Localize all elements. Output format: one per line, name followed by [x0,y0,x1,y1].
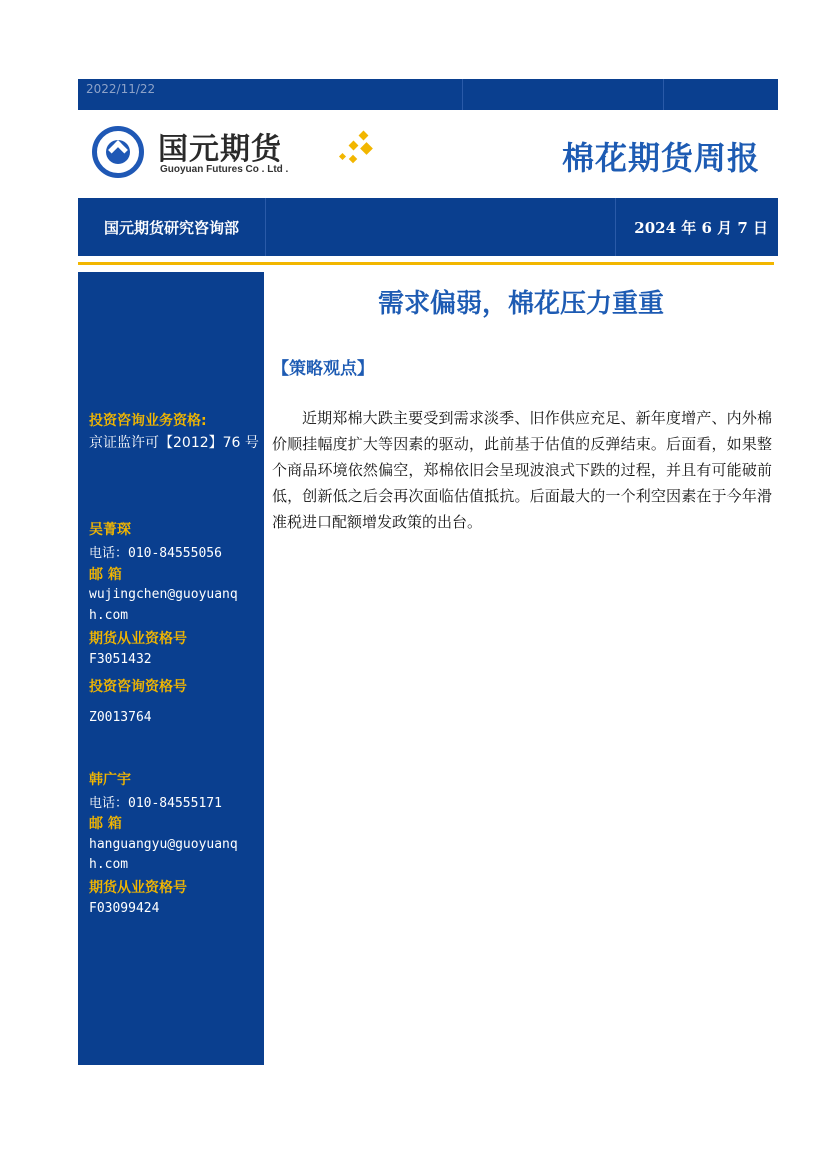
qualification-label: 投资咨询业务资格: [89,413,207,429]
analyst-phone: 电话：010-84555171 [89,796,222,811]
qualification-value: 京证监许可【2012】76 号 [89,435,259,451]
analyst-name: 吴菁琛 [89,522,131,538]
section-heading: 【策略观点】 [272,359,374,379]
analyst-email[interactable]: hanguangyu@guoyuanq [89,837,238,852]
gold-divider [78,262,774,265]
header-date: 2022/11/22 [78,79,463,110]
logo-english-name: Guoyuan Futures Co . Ltd . [160,164,289,175]
futures-qual-label: 期货从业资格号 [89,631,187,647]
analyst-email[interactable]: wujingchen@guoyuanq [89,587,238,602]
top-bar [78,79,778,110]
article-title: 需求偏弱，棉花压力重重 [377,289,664,319]
futures-qual-number: F3051432 [89,652,152,667]
sidebar [78,272,264,1065]
logo-emblem-icon [92,126,144,178]
email-label: 邮 箱 [89,816,122,832]
report-date: 2024 年 6 月 7 日 [634,218,768,237]
logo-chinese-name: 国元期货 [158,132,282,167]
analyst-email-cont[interactable]: h.com [89,857,129,872]
department-name: 国元期货研究咨询部 [78,198,266,256]
advisory-qual-label: 投资咨询资格号 [89,679,187,695]
strategy-paragraph: 近期郑棉大跌主要受到需求淡季、旧作供应充足、新年度增产、内外棉价顺挂幅度扩大等因素的驱动，此前基于估值的反弹结束。后面看，如果整个商品环境依然偏空，郑棉依旧会呈现波浪式下跌的过程，并且有可能破前低，创新低之后会再次面临估值抵抗。后面最大的一个利空因素在于今年滑准税进口配额增发政策的出台。 [272,409,772,531]
analyst-phone: 电话：010-84555056 [89,546,222,561]
futures-qual-number: F03099424 [89,901,160,916]
top-bar-segment [463,79,664,110]
analyst-email-cont[interactable]: h.com [89,608,129,623]
department-bar [78,198,778,256]
logo-dots-icon [338,130,378,170]
futures-qual-label: 期货从业资格号 [89,880,187,896]
email-label: 邮 箱 [89,567,122,583]
advisory-qual-number: Z0013764 [89,710,152,725]
company-logo [88,120,388,186]
report-title: 棉花期货周报 [561,139,760,177]
analyst-name: 韩广宇 [89,772,131,788]
